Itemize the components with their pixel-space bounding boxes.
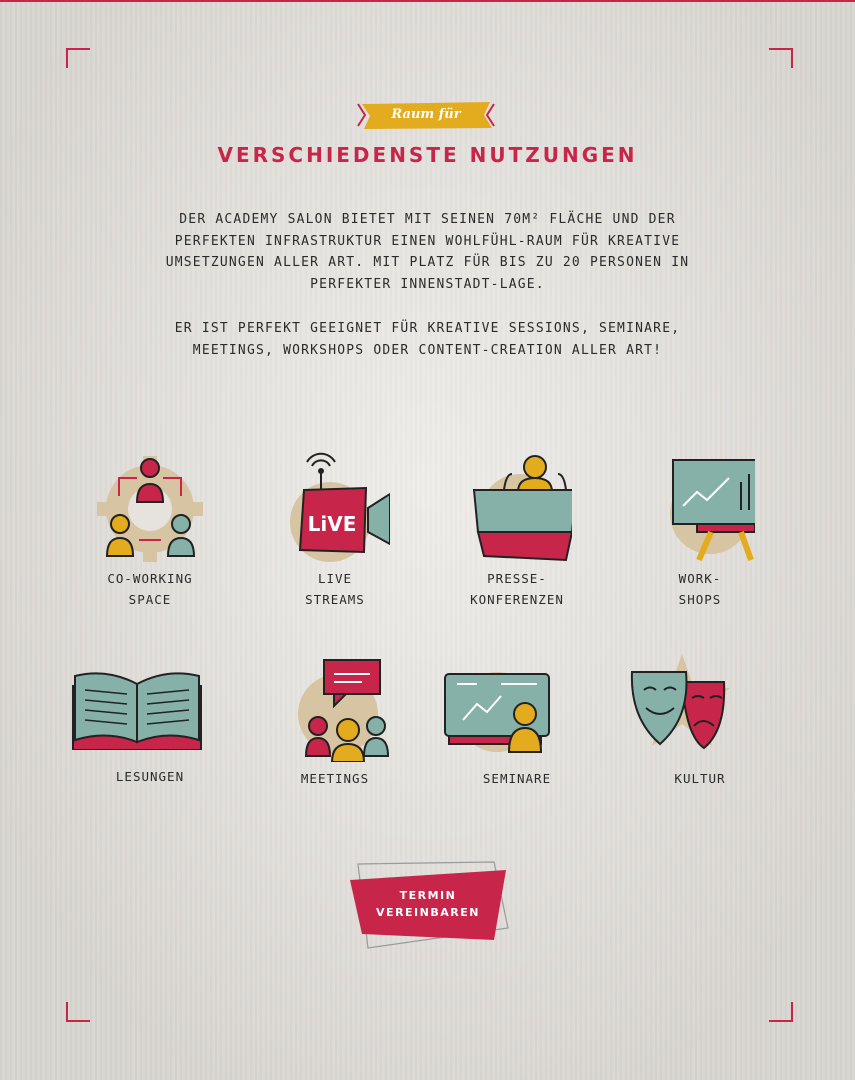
whiteboard-icon — [645, 452, 755, 562]
theater-masks-icon — [620, 652, 740, 762]
service-lesungen — [75, 650, 225, 787]
service-label: SEMINARE — [482, 771, 552, 786]
top-accent-line — [0, 0, 855, 2]
service-coworking — [75, 452, 225, 610]
corner-mark-top-right — [769, 48, 793, 68]
ribbon-banner — [356, 98, 496, 132]
service-label: WORK- SHOPS — [678, 571, 722, 607]
intro-paragraph-1: DER ACADEMY SALON BIETET MIT SEINEN 70M² FLÄCHE UND DER PERFEKTEN INFRASTRUKTUR EINEN WOHLFÜHL-RAUM FÜR KREATIVE UMSETZUNGEN ALLER ART. MIT PLATZ FÜR BIS ZU 20 PERSONEN IN PERFEKTER INNENSTADT-LAGE. — [165, 212, 690, 292]
service-live-streams — [260, 452, 410, 610]
service-seminare — [442, 652, 592, 789]
intro-paragraph-2: ER IST PERFEKT GEEIGNET FÜR KREATIVE SESSIONS, SEMINARE, MEETINGS, WORKSHOPS ODER CONTENT-CREATION ALLER ART! — [174, 321, 681, 358]
corner-mark-bottom-right — [769, 1002, 793, 1022]
service-workshops — [625, 452, 775, 610]
open-book-icon — [67, 650, 207, 750]
presentation-icon — [437, 652, 557, 762]
live-camera-icon — [280, 452, 390, 562]
corner-mark-bottom-left — [66, 1002, 90, 1022]
page-title: VERSCHIEDENSTE NUTZUNGEN — [217, 143, 638, 167]
podium-icon — [462, 452, 572, 562]
cta-label: TERMIN VEREINBAREN — [376, 889, 480, 919]
service-label: CO-WORKING SPACE — [107, 571, 193, 607]
service-label: LESUNGEN — [115, 769, 185, 784]
termin-vereinbaren-button[interactable] — [344, 860, 512, 950]
live-badge-text: LiVE — [307, 512, 357, 536]
service-label: LIVE STREAMS — [305, 571, 365, 607]
service-meetings — [260, 652, 410, 789]
service-kultur — [625, 652, 775, 789]
corner-mark-top-left — [66, 48, 90, 68]
service-label: MEETINGS — [300, 771, 370, 786]
coworking-icon — [95, 452, 205, 562]
service-pressekonferenzen — [442, 452, 592, 610]
service-label: KULTUR — [674, 771, 726, 786]
meeting-icon — [280, 652, 390, 762]
service-label: PRESSE- KONFERENZEN — [470, 571, 564, 607]
ribbon-label: Raum für — [391, 107, 461, 122]
